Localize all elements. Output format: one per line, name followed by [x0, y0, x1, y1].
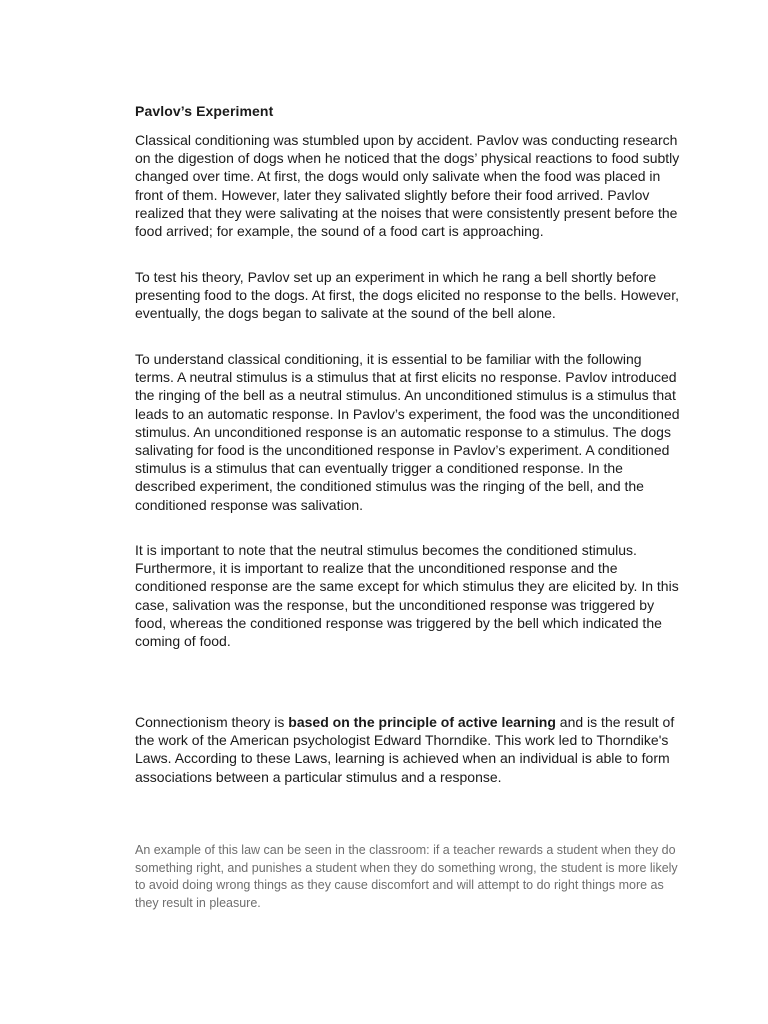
example-note: An example of this law can be seen in the classroom: if a teacher rewards a student when they do something right, and punishes a student when they do something wrong, the student is more likely to avoid doing wrong things as they cause discomfort and will attempt to do right things more as they result in pleasure.	[135, 843, 678, 910]
paragraph-classical-conditioning-origin: Classical conditioning was stumbled upon by accident. Pavlov was conducting research on the digestion of dogs when he noticed that the dogs’ physical reactions to food subtly changed over time. At first, the dogs would only salivate when the food was placed in front of them. However, later they salivated slightly before their food arrived. Pavlov realized that they were salivating at the noises that were consistently present before the food arrived; for example, the sound of a food cart is approaching.	[135, 132, 680, 240]
connectionism-emphasis: based on the principle of active learning	[288, 714, 556, 730]
paragraph-bell-experiment: To test his theory, Pavlov set up an experiment in which he rang a bell shortly before presenting food to the dogs. At first, the dogs elicited no response to the bells. However, eventually, the dogs began to salivate at the sound of the bell alone.	[135, 269, 679, 322]
connectionism-rest: and is the result of the work of the American psychologist Edward Thorndike. This work led to Thorndike's Laws. According to these Laws, learning is achieved when an individual is able to form associations between a particular stimulus and a response.	[135, 714, 675, 785]
paragraph-terms: To understand classical conditioning, it is essential to be familiar with the following terms. A neutral stimulus is a stimulus that at first elicits no response. Pavlov introduced the ringing of the bell as a neutral stimulus. An unconditioned stimulus is a stimulus that leads to an automatic response. In Pavlov’s experiment, the food was the unconditioned stimulus. An unconditioned response is an automatic response to a stimulus. The dogs salivating for food is the unconditioned response in Pavlov’s experiment. A conditioned stimulus is a stimulus that can eventually trigger a conditioned response. In the described experiment, the conditioned stimulus was the ringing of the bell, and the conditioned response was salivation.	[135, 351, 680, 513]
paragraph-connectionism	[135, 713, 683, 786]
connectionism-lead: Connectionism theory is	[135, 714, 289, 730]
paragraph-neutral-to-conditioned: It is important to note that the neutral stimulus becomes the conditioned stimulus. Furthermore, it is important to realize that the unconditioned response and the conditioned response are the same except for which stimulus they are elicited by. In this case, salivation was the response, but the unconditioned response was triggered by food, whereas the conditioned response was triggered by the bell which indicated the coming of food.	[135, 542, 679, 650]
section-title: Pavlov’s Experiment	[135, 103, 274, 119]
